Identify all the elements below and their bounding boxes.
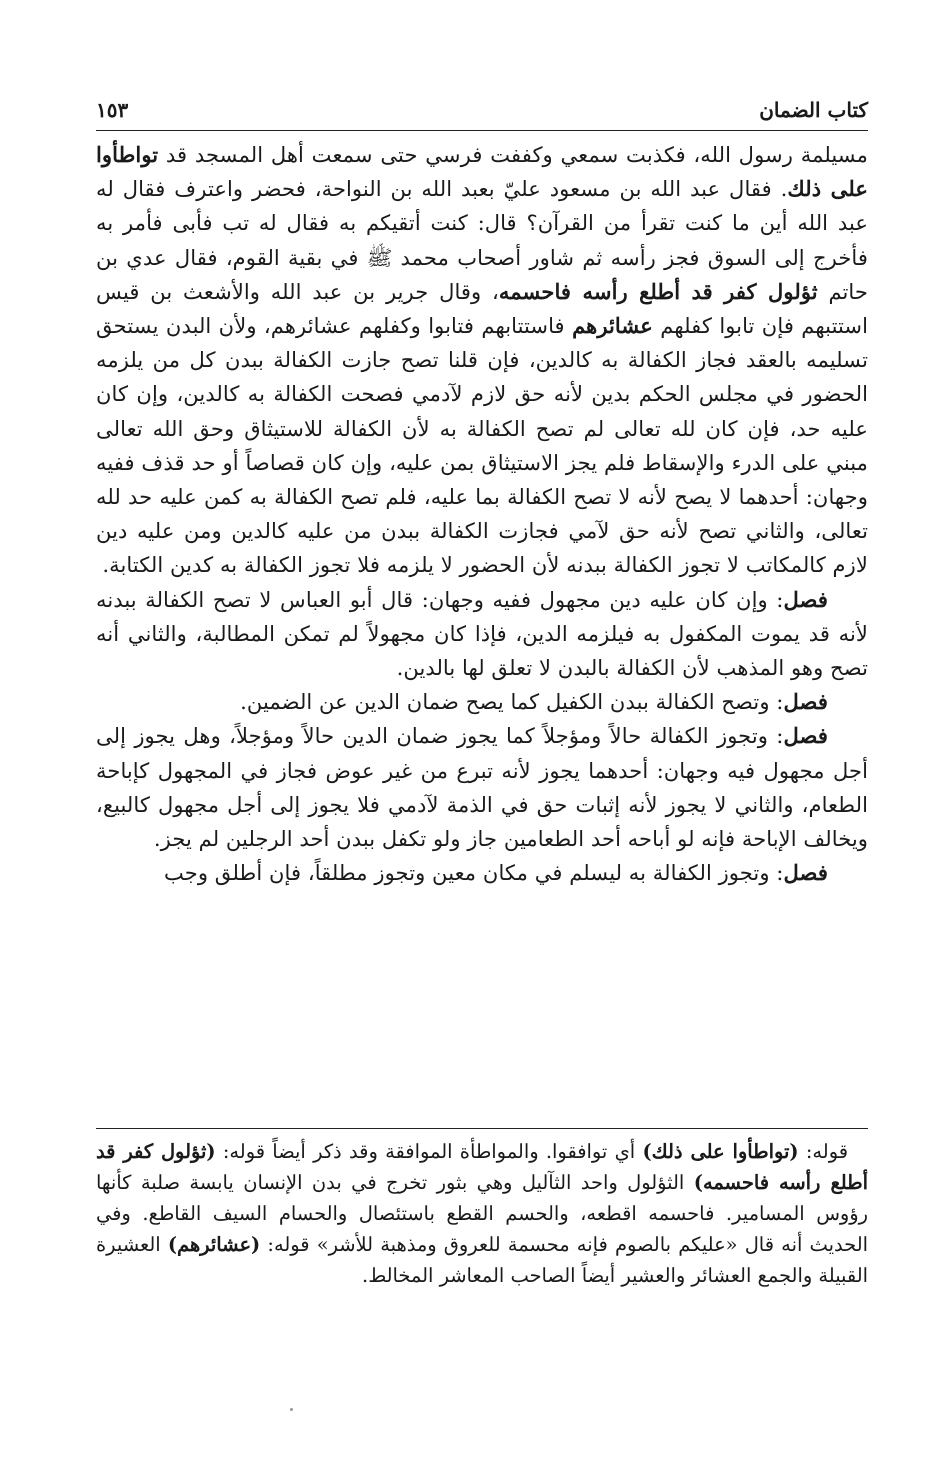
- section-label: فصل: [783, 586, 828, 612]
- section-label: فصل: [783, 689, 828, 715]
- footnote-rule: [96, 1128, 868, 1129]
- highlighted-phrase: عشائرهم: [572, 313, 653, 339]
- highlighted-phrase: تواطأوا على ذلك: [96, 142, 868, 202]
- section-paragraph: [96, 719, 868, 856]
- text-segment: قوله:: [798, 1140, 848, 1163]
- section-text: : وتصح الكفالة ببدن الكفيل كما يصح ضمان الدين عن الضمين.: [240, 689, 784, 715]
- header-rule: [96, 130, 868, 131]
- section-label: فصل: [783, 723, 828, 749]
- glossed-term: (ثؤلول كفر قد أطلع رأسه فاحسمه): [96, 1140, 869, 1194]
- text-segment: . فقال عبد الله بن مسعود عليّ بعبد الله بن النواحة، فحضر واعترف فقال له عبد الله أين ما كنت تقرأ من القرآن؟ قال: كنت أتقيكم به فقال له تب فأبى فأمر به فأخرج إلى السوق فجز رأسه ثم شاور أصحاب محمد ﷺ في بقية القوم، فقال عدي بن حاتم: [96, 176, 868, 304]
- scan-speck: [290, 1408, 293, 1411]
- section-label: فصل: [783, 860, 828, 886]
- section-text: : وتجوز الكفالة حالاً ومؤجلاً كما يجوز ضمان الدين حالاً ومؤجلاً، وهل يجوز إلى أجل مجهول فيه وجهان: أحدهما يجوز لأنه تبرع من غير عوض فجاز في المجهول كإباحة الطعام، والثاني لا يجوز لأنه إثبات حق في الذمة لآدمي فلا يجوز إلى أجل مجهول كالبيع، ويخالف الإباحة فإنه لو أباحه أحد الطعامين جاز ولو تكفل ببدن أحد الرجلين لم يجز.: [96, 723, 869, 852]
- main-text: [96, 138, 868, 890]
- text-segment: ، وقال جرير بن عبد الله والأشعث بن قيس استتبهم فإن تابوا كفلهم: [96, 278, 868, 339]
- paragraph-hadith: [96, 138, 868, 583]
- footnotes: [96, 1136, 868, 1291]
- section-text: : وتجوز الكفالة به ليسلم في مكان معين وتجوز مطلقاً، فإن أطلق وجب: [163, 860, 784, 886]
- text-segment: فاستتابهم فتابوا وكفلهم عشائرهم، ولأن البدن يستحق تسليمه بالعقد فجاز الكفالة به كالدين، فإن قلنا تصح جازت الكفالة ببدن كل من يلزمه الحضور في مجلس الحكم بدين لأنه حق لازم لآدمي فصحت الكفالة به كالدين، وإن كان عليه حد، فإن كان لله تعالى لم تصح الكفالة به لأن الكفالة للاستيثاق وحق الله تعالى مبني على الدرء والإسقاط فلم يجز الاستيثاق بمن عليه، وإن كان قصاصاً أو حد قذف ففيه وجهان: أحدهما لا يصح لأنه لا تصح الكفالة بما عليه، فلم تصح الكفالة به كمن عليه حد لله تعالى، والثاني تصح لأنه حق لآمي فجازت الكفالة ببدن من عليه كالدين ومن عليه دين لازم كالمكاتب لا تجوز الكفالة ببدنه لأن الحضور لا يلزمه فلا تجوز الكفالة به كدين الكتابة.: [96, 313, 868, 578]
- text-segment: مسيلمة رسول الله، فكذبت سمعي وكففت فرسي حتى سمعت أهل المسجد قد: [158, 142, 868, 167]
- section-paragraph: [96, 583, 868, 686]
- chapter-title: كتاب الضمان: [759, 98, 868, 122]
- section-paragraph: [96, 856, 868, 890]
- text-segment: العشيرة القبيلة والجمع العشائر والعشير أيضاً الصاحب المعاشر المخالط.: [96, 1233, 868, 1287]
- section-paragraph: [96, 685, 868, 719]
- text-segment: الثؤلول واحد الثآليل وهي بثور تخرج في بدن الإنسان يابسة صلبة كأنها رؤوس المسامير. فاحسمه اقطعه، والحسم القطع باستئصال والحسام السيف القاطع. وفي الحديث أنه قال «عليكم بالصوم فإنه محسمة للعروق ومذهبة للأشر» قوله:: [96, 1171, 868, 1256]
- running-header: [96, 86, 868, 122]
- footnote-paragraph: [96, 1136, 868, 1291]
- section-text: : وإن كان عليه دين مجهول ففيه وجهان: قال أبو العباس لا تصح الكفالة ببدنه لأنه قد يموت المكفول به فيلزمه الدين، فإذا كان مجهولاً لم تمكن المطالبة، والثاني أنه تصح وهو المذهب لأن الكفالة بالبدن لا تعلق لها بالدين.: [96, 586, 868, 681]
- text-segment: أي توافقوا. والمواطأة الموافقة وقد ذكر أيضاً قوله:: [215, 1140, 643, 1163]
- glossed-term: (تواطأوا على ذلك): [642, 1140, 799, 1163]
- glossed-term: (عشائرهم): [167, 1233, 261, 1256]
- highlighted-phrase: ثؤلول كفر قد أطلع رأسه فاحسمه: [498, 278, 818, 304]
- page-number: ١٥٣: [96, 98, 129, 122]
